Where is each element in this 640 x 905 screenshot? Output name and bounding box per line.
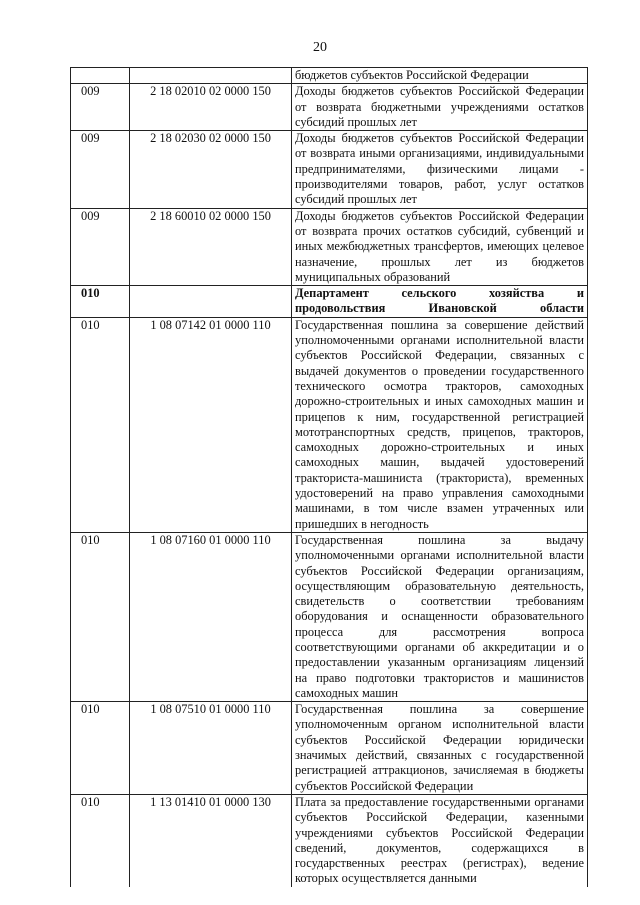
budget-code-cell: 2 18 02030 02 0000 150 (130, 131, 292, 208)
admin-code-cell: 010 (71, 317, 130, 532)
admin-code-cell: 010 (71, 532, 130, 701)
description-cell: Доходы бюджетов субъектов Российской Федерации от возврата иными организациями, индивидуальными предпринимателями, физическими лицами - производителями товаров, работ, услуг остатков субсидий прошлых лет (292, 131, 588, 208)
description-cell: Государственная пошлина за совершение действий уполномоченными органами исполнительной власти субъектов Российской Федерации, связанных с выдачей документов о проведении государственного технического осмотра тракторов, самоходных дорожно-строительных и иных самоходных машин и прицепов к ним, государственной регистрацией мототранспортных средств, прицепов, тракторов, самоходных дорожно-строительных и иных самоходных машин, выдачей удостоверений тракториста-машиниста (тракториста), временных удостоверений на право управления самоходными машинами, в том числе взамен утраченных или пришедших в негодность (292, 317, 588, 532)
description-cell: Доходы бюджетов субъектов Российской Федерации от возврата прочих остатков субсидий, субвенций и иных межбюджетных трансфертов, имеющих целевое назначение, прошлых лет из бюджетов муниципальных образований (292, 208, 588, 285)
budget-code-cell: 1 08 07510 01 0000 110 (130, 702, 292, 795)
table-row (71, 794, 588, 886)
budget-code-cell (130, 68, 292, 84)
description-cell: Плата за предоставление государственными органами субъектов Российской Федерации, казенными учреждениями субъектов Российской Федерации сведений, документов, содержащихся в государственных реестрах (регистрах), ведение которых осуществляется данными (292, 794, 588, 886)
revenue-codes-table (70, 67, 588, 887)
admin-code-cell: 010 (71, 702, 130, 795)
description-cell: Доходы бюджетов субъектов Российской Федерации от возврата бюджетными учреждениями остатков субсидий прошлых лет (292, 84, 588, 131)
table-row (71, 208, 588, 285)
budget-code-cell: 1 08 07160 01 0000 110 (130, 532, 292, 701)
admin-code-cell: 010 (71, 286, 130, 318)
page-number: 20 (313, 40, 327, 55)
admin-code-cell: 009 (71, 131, 130, 208)
admin-code-cell (71, 68, 130, 84)
department-name-cell: Департамент сельского хозяйства и продовольствия Ивановской области (292, 286, 588, 318)
budget-code-cell (130, 286, 292, 318)
description-cell: Государственная пошлина за совершение уполномоченным органом исполнительной власти субъектов Российской Федерации юридически значимых действий, связанных с государственной регистрацией аттракционов, зачисляемая в бюджеты субъектов Российской Федерации (292, 702, 588, 795)
table-row (71, 84, 588, 131)
table-row (71, 532, 588, 701)
budget-code-cell: 1 08 07142 01 0000 110 (130, 317, 292, 532)
admin-code-cell: 009 (71, 84, 130, 131)
department-header-row (71, 286, 588, 318)
budget-code-cell: 2 18 02010 02 0000 150 (130, 84, 292, 131)
admin-code-cell: 009 (71, 208, 130, 285)
budget-code-cell: 2 18 60010 02 0000 150 (130, 208, 292, 285)
table-row (71, 131, 588, 208)
table-row (71, 702, 588, 795)
description-cell: бюджетов субъектов Российской Федерации (292, 68, 588, 84)
table-row (71, 317, 588, 532)
admin-code-cell: 010 (71, 794, 130, 886)
budget-code-cell: 1 13 01410 01 0000 130 (130, 794, 292, 886)
description-cell: Государственная пошлина за выдачу уполномоченными органами исполнительной власти субъектов Российской Федерации организациям, осуществляющим образовательную деятельность, свидетельств о соответствии требованиям оборудования и оснащенности образовательного процесса для рассмотрения вопроса соответствующими органами об аккредитации и о предоставлении указанным организациям лицензий на право подготовки трактористов и машинистов самоходных машин (292, 532, 588, 701)
table-row (71, 68, 588, 84)
